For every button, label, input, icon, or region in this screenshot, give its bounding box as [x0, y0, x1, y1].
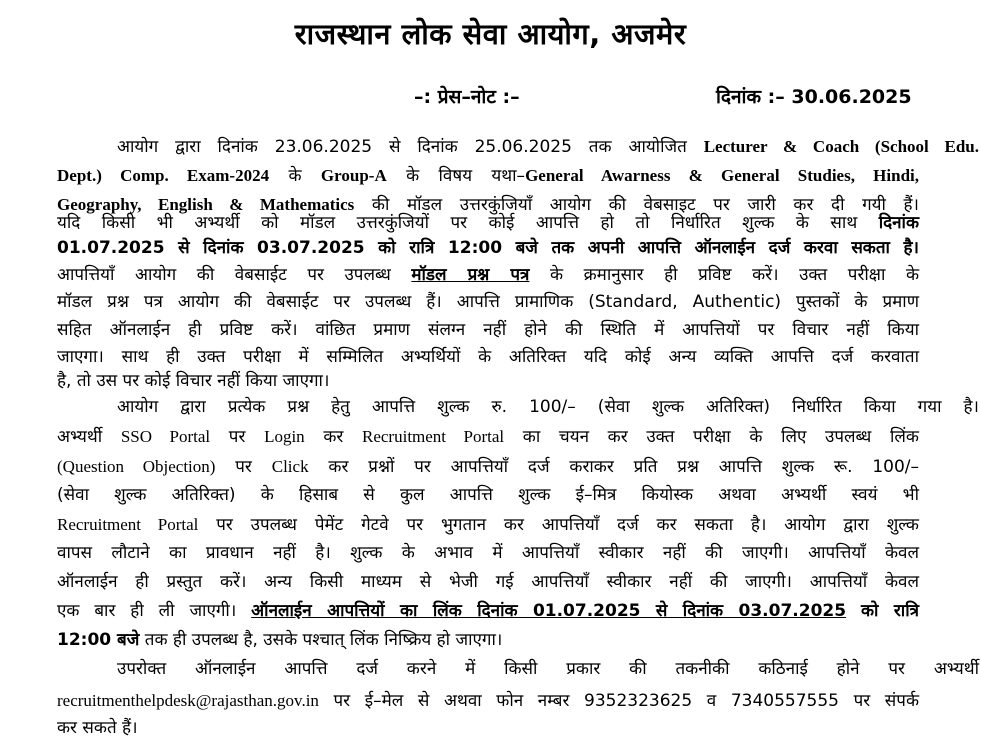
helpdesk-email-link[interactable]: recruitmenthelpdesk@rajasthan.gov.in	[57, 691, 319, 710]
online-objection-link-notice: ऑनलाईन आपत्तियों का लिंक दिनांक 01.07.2025 से दिनांक 03.07.2025	[251, 601, 847, 621]
body-line-21: recruitmenthelpdesk@rajasthan.gov.in पर ई–मेल से अथवा फोन नम्बर 9352323625 व 7340557555 पर संपर्क	[57, 691, 919, 711]
body-line-17: ऑनलाईन ही प्रस्तुत करें। अन्य किसी माध्यम से भेजी गई आपत्तियाँ स्वीकार नहीं की जाएगी। आपत्तियाँ केवल	[57, 572, 919, 592]
body-line-3: Geography, English & Mathematics की मॉडल उत्तरकुंजियाँ आयोग की वेबसाइट पर जारी कर दी गयी हैं।	[57, 195, 920, 215]
press-note-date: दिनांक :– 30.06.2025	[716, 86, 912, 108]
body-line-1: आयोग द्वारा दिनांक 23.06.2025 से दिनांक 25.06.2025 तक आयोजित Lecturer & Coach (School Edu.	[117, 137, 980, 157]
page-title: राजस्थान लोक सेवा आयोग, अजमेर	[294, 17, 687, 51]
body-line-5: 01.07.2025 से दिनांक 03.07.2025 को रात्रि 12:00 बजे तक अपनी आपत्ति ऑनलाईन दर्ज करवा सकता है।	[57, 238, 919, 258]
body-line-18: एक बार ही ली जाएगी। ऑनलाईन आपत्तियों का लिंक दिनांक 01.07.2025 से दिनांक 03.07.2025 को रात्रि	[57, 601, 919, 621]
body-line-22: कर सकते हैं।	[57, 718, 138, 738]
model-question-paper-link[interactable]: मॉडल प्रश्न पत्र	[411, 265, 530, 285]
body-line-7: मॉडल प्रश्न पत्र आयोग की वेबसाईट पर उपलब्ध हैं। आपत्ति प्रामाणिक (Standard, Authentic) पुस्तकों के प्रमाण	[57, 292, 919, 312]
body-line-10: है, तो उस पर कोई विचार नहीं किया जाएगा।	[57, 371, 330, 391]
body-line-20: उपरोक्त ऑनलाईन आपत्ति दर्ज करने में किसी प्रकार की तकनीकी कठिनाई होने पर अभ्यर्थी	[117, 659, 979, 679]
body-line-16: वापस लौटाने का प्रावधान नहीं है। शुल्क के अभाव में आपत्तियाँ स्वीकार नहीं की जाएगी। आपत्तियाँ केवल	[57, 543, 919, 563]
body-line-15: Recruitment Portal पर उपलब्ध पेमेंट गेटवे पर भुगतान कर आपत्तियाँ दर्ज कर सकता है। आयोग द्वारा शुल्क	[57, 515, 919, 535]
body-line-4: यदि किसी भी अभ्यर्थी को मॉडल उत्तरकुंजियों पर कोई आपत्ति हो तो निर्धारित शुल्क के साथ दिनांक	[57, 213, 920, 233]
body-line-8: सहित ऑनलाईन ही प्रविष्ट करें। वांछित प्रमाण संलग्न नहीं होने की स्थिति में आपत्तियों पर विचार नहीं किया	[57, 320, 919, 340]
body-line-11: आयोग द्वारा प्रत्येक प्रश्न हेतु आपत्ति शुल्क रु. 100/– (सेवा शुल्क अतिरिक्त) निर्धारित किया गया है।	[117, 397, 979, 417]
press-note-heading: –: प्रेस–नोट :–	[414, 86, 520, 108]
body-line-14: (सेवा शुल्क अतिरिक्त) के हिसाब से कुल आपत्ति शुल्क ई–मित्र कियोस्क अथवा अभ्यर्थी स्वयं भी	[57, 485, 919, 505]
body-line-19: 12:00 बजे तक ही उपलब्ध है, उसके पश्चात् लिंक निष्क्रिय हो जाएगा।	[57, 630, 503, 650]
body-line-13: (Question Objection) पर Click कर प्रश्नों पर आपत्तियाँ दर्ज कराकर प्रति प्रश्न आपत्ति शुल्क रू. 100/–	[57, 457, 920, 477]
body-line-12: अभ्यर्थी SSO Portal पर Login कर Recruitment Portal का चयन कर उक्त परीक्षा के लिए उपलब्ध लिंक	[57, 427, 919, 447]
body-line-6: आपत्तियाँ आयोग की वेबसाईट पर उपलब्ध मॉडल प्रश्न पत्र के क्रमानुसार ही प्रविष्ट करें। उक्त परीक्षा के	[57, 265, 920, 285]
body-line-9: जाएगा। साथ ही उक्त परीक्षा में सम्मिलित अभ्यर्थियों के अतिरिक्त यदि कोई अन्य व्यक्ति आपत्ति दर्ज करवाता	[57, 347, 919, 367]
body-line-2: Dept.) Comp. Exam-2024 के Group-A के विषय यथा–General Awarness & General Studies, Hindi,	[57, 166, 920, 186]
